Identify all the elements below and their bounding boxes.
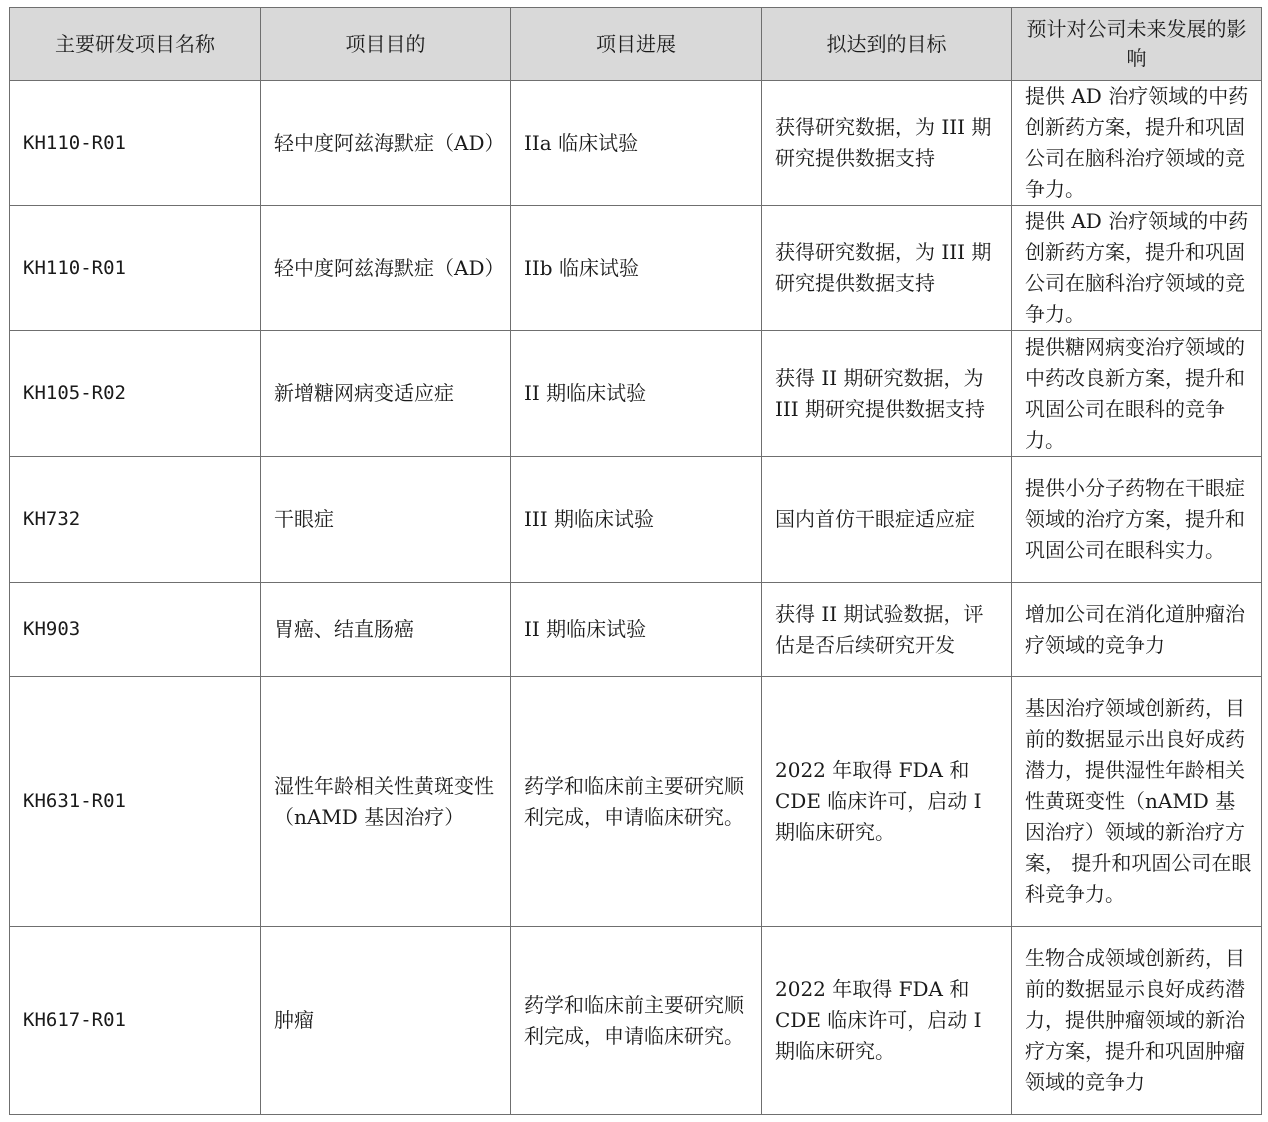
cell-project-name: KH631-R01 [10,677,261,927]
cell-progress: 药学和临床前主要研究顺利完成，申请临床研究。 [511,927,762,1115]
cell-purpose: 胃癌、结直肠癌 [261,583,511,677]
cell-goal: 获得 II 期试验数据，评估是否后续研究开发 [762,583,1012,677]
cell-goal: 获得研究数据，为 III 期研究提供数据支持 [762,206,1012,331]
cell-impact: 基因治疗领域创新药，目前的数据显示出良好成药潜力，提供湿性年龄相关性黄斑变性（nAMD 基因治疗）领域的新治疗方案， 提升和巩固公司在眼科竞争力。 [1012,677,1262,927]
cell-progress: III 期临床试验 [511,457,762,583]
cell-impact: 提供糖网病变治疗领域的中药改良新方案，提升和巩固公司在眼科的竞争力。 [1012,331,1262,457]
header-target-goal: 拟达到的目标 [762,8,1012,81]
cell-impact: 提供 AD 治疗领域的中药创新药方案，提升和巩固公司在脑科治疗领域的竞争力。 [1012,206,1262,331]
table-row [10,81,1262,206]
cell-goal: 获得 II 期研究数据，为 III 期研究提供数据支持 [762,331,1012,457]
cell-progress: IIb 临床试验 [511,206,762,331]
cell-goal: 2022 年取得 FDA 和 CDE 临床许可，启动 I 期临床研究。 [762,927,1012,1115]
cell-progress: II 期临床试验 [511,583,762,677]
table-row [10,331,1262,457]
cell-project-name: KH617-R01 [10,927,261,1115]
cell-impact: 提供小分子药物在干眼症领域的治疗方案，提升和巩固公司在眼科实力。 [1012,457,1262,583]
cell-purpose: 干眼症 [261,457,511,583]
cell-impact: 增加公司在消化道肿瘤治疗领域的竞争力 [1012,583,1262,677]
cell-progress: 药学和临床前主要研究顺利完成，申请临床研究。 [511,677,762,927]
rd-projects-table [9,7,1262,1115]
cell-purpose: 轻中度阿兹海默症（AD） [261,81,511,206]
table-row [10,677,1262,927]
cell-project-name: KH110-R01 [10,206,261,331]
cell-purpose: 肿瘤 [261,927,511,1115]
table-row [10,457,1262,583]
cell-goal: 国内首仿干眼症适应症 [762,457,1012,583]
header-expected-impact: 预计对公司未来发展的影响 [1012,8,1262,81]
cell-goal: 2022 年取得 FDA 和 CDE 临床许可，启动 I 期临床研究。 [762,677,1012,927]
header-project-purpose: 项目目的 [261,8,511,81]
table-header-row [10,8,1262,81]
table-row [10,583,1262,677]
table-row [10,206,1262,331]
header-project-name: 主要研发项目名称 [10,8,261,81]
cell-project-name: KH110-R01 [10,81,261,206]
cell-project-name: KH732 [10,457,261,583]
header-project-progress: 项目进展 [511,8,762,81]
table-row [10,927,1262,1115]
cell-progress: IIa 临床试验 [511,81,762,206]
cell-impact: 提供 AD 治疗领域的中药创新药方案，提升和巩固公司在脑科治疗领域的竞争力。 [1012,81,1262,206]
cell-purpose: 新增糖网病变适应症 [261,331,511,457]
cell-progress: II 期临床试验 [511,331,762,457]
cell-goal: 获得研究数据，为 III 期研究提供数据支持 [762,81,1012,206]
cell-impact: 生物合成领域创新药，目前的数据显示良好成药潜力，提供肿瘤领域的新治疗方案，提升和巩固肿瘤领域的竞争力 [1012,927,1262,1115]
cell-purpose: 轻中度阿兹海默症（AD） [261,206,511,331]
cell-purpose: 湿性年龄相关性黄斑变性（nAMD 基因治疗） [261,677,511,927]
cell-project-name: KH903 [10,583,261,677]
cell-project-name: KH105-R02 [10,331,261,457]
